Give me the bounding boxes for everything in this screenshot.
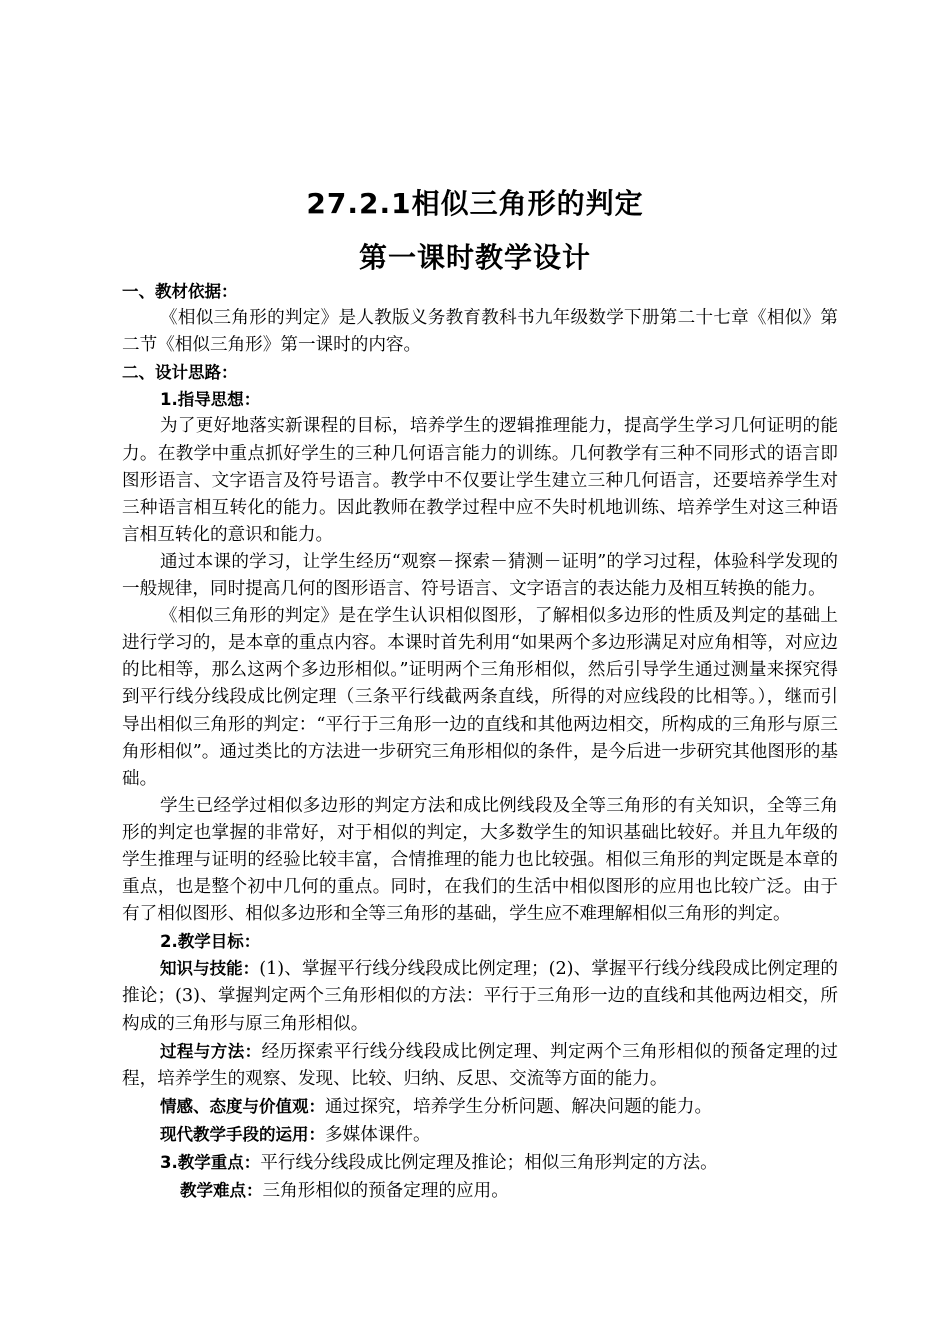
section-heading-1: 一、教材依据： (122, 282, 238, 301)
document-title: 27.2.1相似三角形的判定 (306, 187, 644, 220)
subsection-heading: 1.指导思想： (160, 390, 261, 410)
goal-label: 过程与方法： (160, 1041, 262, 1061)
section-heading-2: 二、设计思路： (122, 363, 238, 383)
document-body (122, 278, 838, 1205)
paragraph: 为了更好地落实新课程的目标，培养学生的逻辑推理能力，提高学生学习几何证明的能力。在教学中重点抓好学生的三种几何语言能力的训练。几何教学有三种不同形式的语言即图形语言、文字语言及符号语言。教学中不仅要让学生建立三种几何语言，还要培养学生对三种语言相互转化的能力。因此教师在教学过程中应不失时机地训练、培养学生对这三种语言相互转化的意识和能力。 (122, 416, 838, 545)
goal-text: (1)、掌握平行线分线段成比例定理；(2)、掌握平行线分线段成比例定理的推论；(3)、掌握判定两个三角形相似的方法：平行于三角形一边的直线和其他两边相交，所构成的三角形与原三角形相似。 (122, 959, 839, 1034)
goal-paragraph (122, 1093, 838, 1121)
goal-paragraph (122, 955, 838, 1037)
goal-paragraph (122, 1121, 838, 1149)
document-subtitle: 第一课时教学设计 (358, 241, 591, 274)
goal-label: 知识与技能： (160, 959, 260, 979)
goal-paragraph (122, 1038, 838, 1093)
paragraph: 《相似三角形的判定》是在学生认识相似图形，了解相似多边形的性质及判定的基础上进行学习的，是本章的重点内容。本课时首先利用“如果两个多边形满足对应角相等，对应边的比相等，那么这两个多边形相似。”证明两个三角形相似，然后引导学生通过测量来探究得到平行线分线段成比例定理（三条平行线截两条直线，所得的对应线段的比相等。），继而引导出相似三角形的判定：“平行于三角形一边的直线和其他两边相交，所构成的三角形与原三角形相似”。通过类比的方法进一步研究三角形相似的条件，是今后进一步研究其他图形的基础。 (122, 606, 838, 789)
key-points-text: 平行线分线段成比例定理及推论；相似三角形判定的方法。 (260, 1153, 718, 1173)
goal-text: 多媒体课件。 (325, 1124, 431, 1145)
key-points-label: 3.教学重点： (160, 1153, 261, 1172)
difficulty-label: 教学难点： (180, 1181, 263, 1201)
goal-text: 通过探究，培养学生分析问题、解决问题的能力。 (325, 1096, 713, 1117)
goal-label: 情感、态度与价值观： (160, 1096, 325, 1116)
difficulty-text: 三角形相似的预备定理的应用。 (262, 1181, 509, 1202)
subsection-heading: 2.教学目标： (160, 932, 261, 952)
paragraph: 《相似三角形的判定》是人教版义务教育教科书九年级数学下册第二十七章《相似》第二节《相似三角形》第一课时的内容。 (122, 308, 838, 356)
key-points-paragraph (122, 1149, 838, 1177)
goal-text: 经历探索平行线分线段成比例定理、判定两个三角形相似的预备定理的过程，培养学生的观察、发现、比较、归纳、反思、交流等方面的能力。 (122, 1041, 838, 1089)
paragraph: 学生已经学过相似多边形的判定方法和成比例线段及全等三角形的有关知识，全等三角形的判定也掌握的非常好，对于相似的判定，大多数学生的知识基础比较好。并且九年级的学生推理与证明的经验比较丰富，合情推理的能力也比较强。相似三角形的判定既是本章的重点，也是整个初中几何的重点。同时，在我们的生活中相似图形的应用也比较广泛。由于有了相似图形、相似多边形和全等三角形的基础，学生应不难理解相似三角形的判定。 (122, 795, 838, 925)
difficulty-paragraph (122, 1177, 838, 1205)
paragraph: 通过本课的学习，让学生经历“观察－探索－猜测－证明”的学习过程，体验科学发现的一般规律，同时提高几何的图形语言、符号语言、文字语言的表达能力及相互转换的能力。 (122, 551, 838, 600)
goal-label: 现代教学手段的运用： (160, 1124, 325, 1144)
